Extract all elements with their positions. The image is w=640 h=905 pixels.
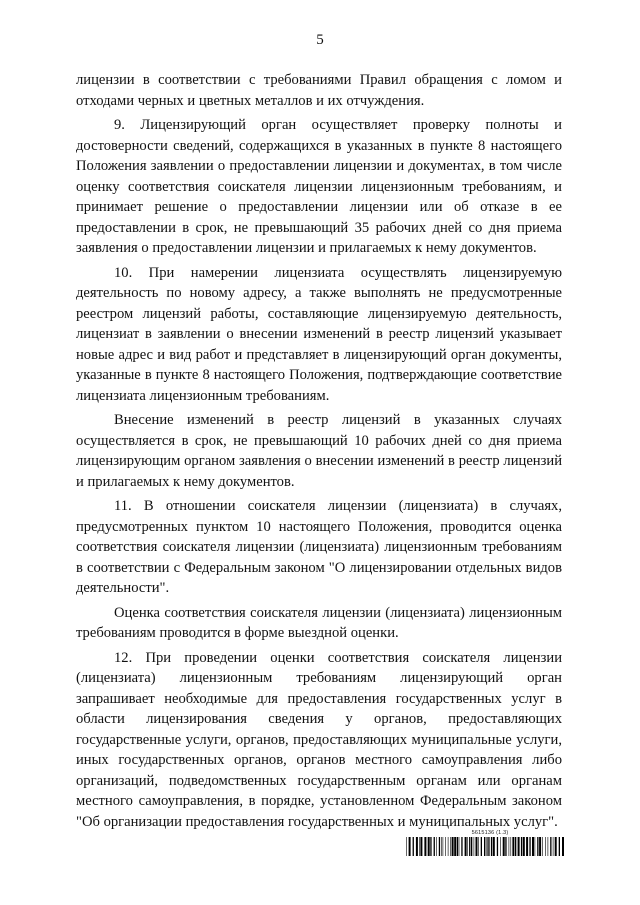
barcode-block <box>406 829 564 856</box>
document-body <box>76 70 562 836</box>
paragraph-item-10: 10. При намерении лицензиата осуществлять лицензируемую деятельность по новому адресу, а также выполнять не предусмотренные реестром лицензий работы, составляющие лицензируемую деятельность, лицензиат в заявлении о внесении изменений в реестр лицензий указывает новые адрес и вид работ и представляет в лицензирующий орган документы, указанные в пункте 8 настоящего Положения, подтверждающие соответствие лицензиата лицензионным требованиям. <box>76 264 562 404</box>
paragraph-item-10-changes: Внесение изменений в реестр лицензий в указанных случаях осуществляется в срок, не превышающий 10 рабочих дней со дня приема лицензирующим органом заявления о внесении изменений в реестр лицензий и прилагаемых к нему документов. <box>76 412 562 490</box>
barcode-number: 5615136 (1.3) <box>471 830 509 836</box>
page-number: 5 <box>316 32 324 48</box>
paragraph-continuation: лицензии в соответствии с требованиями Правил обращения с ломом и отходами черных и цветных металлов и их отчуждения. <box>76 72 562 109</box>
paragraph-item-11-assessment: Оценка соответствия соискателя лицензии (лицензиата) лицензионным требованиям проводится в форме выездной оценки. <box>76 604 562 641</box>
barcode-icon <box>406 837 564 856</box>
paragraph-item-11: 11. В отношении соискателя лицензии (лицензиата) в случаях, предусмотренных пунктом 10 настоящего Положения, проводится оценка соответствия соискателя лицензии (лицензиата) лицензионным требованиям в соответствии с Федеральным законом "О лицензировании отдельных видов деятельности". <box>76 498 562 596</box>
paragraph-item-12: 12. При проведении оценки соответствия соискателя лицензии (лицензиата) лицензионным требованиям лицензирующий орган запрашивает необходимые для предоставления государственных услуг в области лицензирования сведения у органов, предоставляющих государственные услуги, органов, предоставляющих муниципальные услуги, иных государственных органов, органов местного самоуправления либо организаций, подведомственных государственным органам или органам местного самоуправления, в порядке, установленном Федеральным законом "Об организации предоставления государственных и муниципальных услуг". <box>76 649 562 830</box>
paragraph-item-9: 9. Лицензирующий орган осуществляет проверку полноты и достоверности сведений, содержащихся в указанных в пункте 8 настоящего Положения заявлении о предоставлении лицензии и документах, в том числе оценку соответствия соискателя лицензии лицензионным требованиям, и принимает решение о предоставлении лицензии или об отказе в ее предоставлении в срок, не превышающий 35 рабочих дней со дня приема заявления о предоставлении лицензии и прилагаемых к нему документов. <box>76 117 562 256</box>
